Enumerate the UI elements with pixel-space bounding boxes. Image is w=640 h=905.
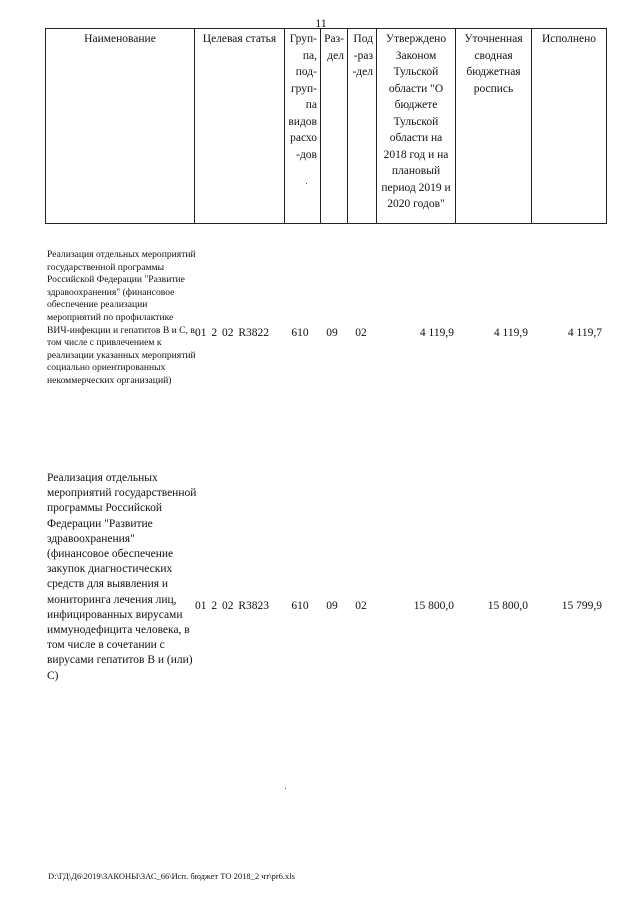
row-executed: 4 119,7 [567, 327, 602, 339]
row-executed: 15 799,9 [561, 600, 602, 612]
row-approved: 4 119,9 [419, 327, 454, 339]
header-refined: Уточненная сводная бюджетная роспись [456, 29, 532, 224]
header-table [45, 28, 607, 224]
row-group: 610 [291, 600, 309, 612]
row-approved: 15 800,0 [413, 600, 454, 612]
header-group: Груп-па, под-груп-па видов расхо-дов [285, 29, 321, 224]
header-executed: Исполнено [532, 29, 607, 224]
row-razdel: 09 [326, 600, 338, 612]
header-name: Наименование [46, 29, 195, 224]
row-group: 610 [291, 327, 309, 339]
footer-file-path: D:\ГД\Д6\2019\ЗАКОНЫ\ЗАС_66\Исп. бюджет ТО 2018_2 чт\pr6.xls [48, 871, 295, 881]
row-podrazdel: 02 [355, 327, 367, 339]
page-number: 11 [315, 16, 327, 30]
header-target: Целевая статья [195, 29, 285, 224]
row-refined: 4 119,9 [493, 327, 528, 339]
row-razdel: 09 [326, 327, 338, 339]
row-code: 01 2 02 R3823 [195, 600, 270, 612]
row-refined: 15 800,0 [487, 600, 528, 612]
header-razdel: Раз-дел [321, 29, 348, 224]
header-podrazdel: Под-раз-дел [348, 29, 377, 224]
row-code: 01 2 02 R3822 [195, 327, 270, 339]
scan-speck [306, 183, 307, 184]
scan-speck [285, 788, 286, 789]
row-name: Реализация отдельных мероприятий государственной программы Российской Федерации "Развитие здравоохранения" (финансовое обеспечение реализации мероприятий по профилактике ВИЧ-инфекции и гепатитов B и C, в том числе с привлечением к реализации указанных мероприятий социально ориентированных некоммерческих организаций) [47, 249, 196, 386]
header-approved: Утверждено Законом Тульской области "О бюджете Тульской области на 2018 год и на плановый период 2019 и 2020 годов" [377, 29, 456, 224]
row-podrazdel: 02 [355, 600, 367, 612]
row-name: Реализация отдельных мероприятий государственной программы Российской Федерации "Развитие здравоохранения" (финансовое обеспечение закупок диагностических средств для выявления и мониторинга лечения лиц, инфицированных вирусами иммунодефицита человека, в том числе в сочетании с вирусами гепатитов B и (или) C) [47, 472, 197, 682]
